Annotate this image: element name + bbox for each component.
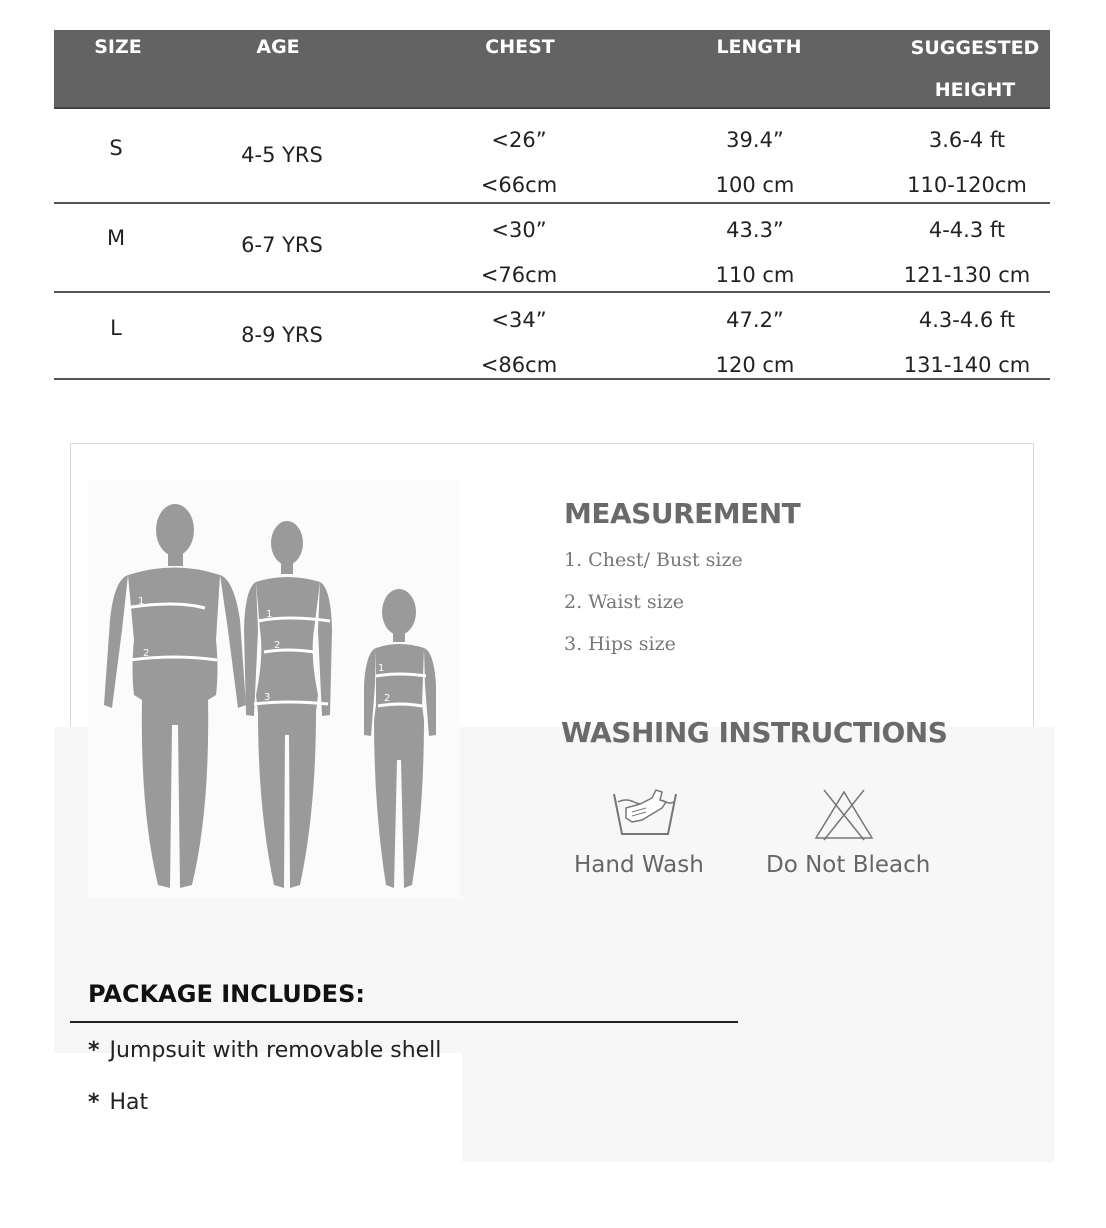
height-ft-cell: 3.6-4 ft [928, 128, 1006, 152]
measurement-item: 3. Hips size [564, 633, 676, 655]
package-item [88, 1038, 441, 1063]
row-divider [54, 291, 1050, 293]
package-title: PACKAGE INCLUDES: [88, 980, 365, 1008]
length-cm-cell: 110 cm [715, 263, 795, 287]
woman-label-3: 3 [264, 692, 271, 703]
package-item-text: Jumpsuit with removable shell [109, 1038, 442, 1063]
woman-label-2: 2 [274, 640, 281, 651]
height-cm-cell: 121-130 cm [903, 263, 1031, 287]
header-suggested-height [900, 36, 1050, 102]
man-label-2: 2 [143, 648, 150, 659]
height-ft-cell: 4-4.3 ft [928, 218, 1006, 242]
no-bleach-icon [814, 788, 874, 842]
man-figure [104, 504, 246, 888]
chest-cm-cell: <76cm [480, 263, 558, 287]
size-table-header [54, 30, 1050, 109]
chest-in-cell: <34” [491, 308, 547, 332]
child-label-2: 2 [384, 693, 391, 704]
header-age: AGE [256, 36, 300, 58]
package-divider [70, 1021, 738, 1023]
table-bottom-border [54, 378, 1050, 380]
size-cell: L [110, 316, 122, 340]
child-label-1: 1 [378, 663, 385, 674]
measurement-item: 2. Waist size [564, 591, 684, 613]
age-cell: 6-7 YRS [241, 233, 323, 257]
length-in-cell: 47.2” [726, 308, 784, 332]
chest-in-cell: <30” [491, 218, 547, 242]
chest-cm-cell: <86cm [480, 353, 558, 377]
man-label-1: 1 [138, 596, 145, 607]
header-size: SIZE [94, 36, 142, 58]
size-cell: S [109, 136, 123, 160]
body-figures [88, 480, 460, 898]
header-chest: CHEST [485, 36, 555, 58]
age-cell: 4-5 YRS [241, 143, 323, 167]
chest-cm-cell: <66cm [480, 173, 558, 197]
table-row [54, 306, 1050, 378]
woman-label-1: 1 [266, 609, 273, 620]
row-divider [54, 202, 1050, 204]
body-figures-illustration [88, 480, 460, 898]
height-cm-cell: 110-120cm [907, 173, 1027, 197]
measurement-item: 1. Chest/ Bust size [564, 549, 743, 571]
header-suggested: SUGGESTED [910, 37, 1040, 59]
hand-wash-icon [612, 788, 678, 840]
length-in-cell: 43.3” [726, 218, 784, 242]
length-in-cell: 39.4” [726, 128, 784, 152]
chest-in-cell: <26” [491, 128, 547, 152]
measurement-title: MEASUREMENT [564, 497, 801, 530]
hand-wash-label: Hand Wash [574, 852, 704, 878]
height-ft-cell: 4.3-4.6 ft [918, 308, 1016, 332]
bullet-star: * [88, 1038, 100, 1063]
length-cm-cell: 120 cm [715, 353, 795, 377]
size-cell: M [106, 226, 126, 250]
header-height: HEIGHT [934, 79, 1016, 101]
no-bleach-label: Do Not Bleach [766, 852, 931, 878]
table-row [54, 216, 1050, 292]
child-figure [364, 589, 436, 888]
length-cm-cell: 100 cm [715, 173, 795, 197]
table-row [54, 126, 1050, 202]
header-length: LENGTH [716, 36, 802, 58]
height-cm-cell: 131-140 cm [903, 353, 1031, 377]
age-cell: 8-9 YRS [241, 323, 323, 347]
bullet-star: * [88, 1090, 100, 1115]
package-item [88, 1090, 148, 1115]
package-item-text: Hat [109, 1090, 149, 1115]
washing-title: WASHING INSTRUCTIONS [561, 716, 948, 749]
